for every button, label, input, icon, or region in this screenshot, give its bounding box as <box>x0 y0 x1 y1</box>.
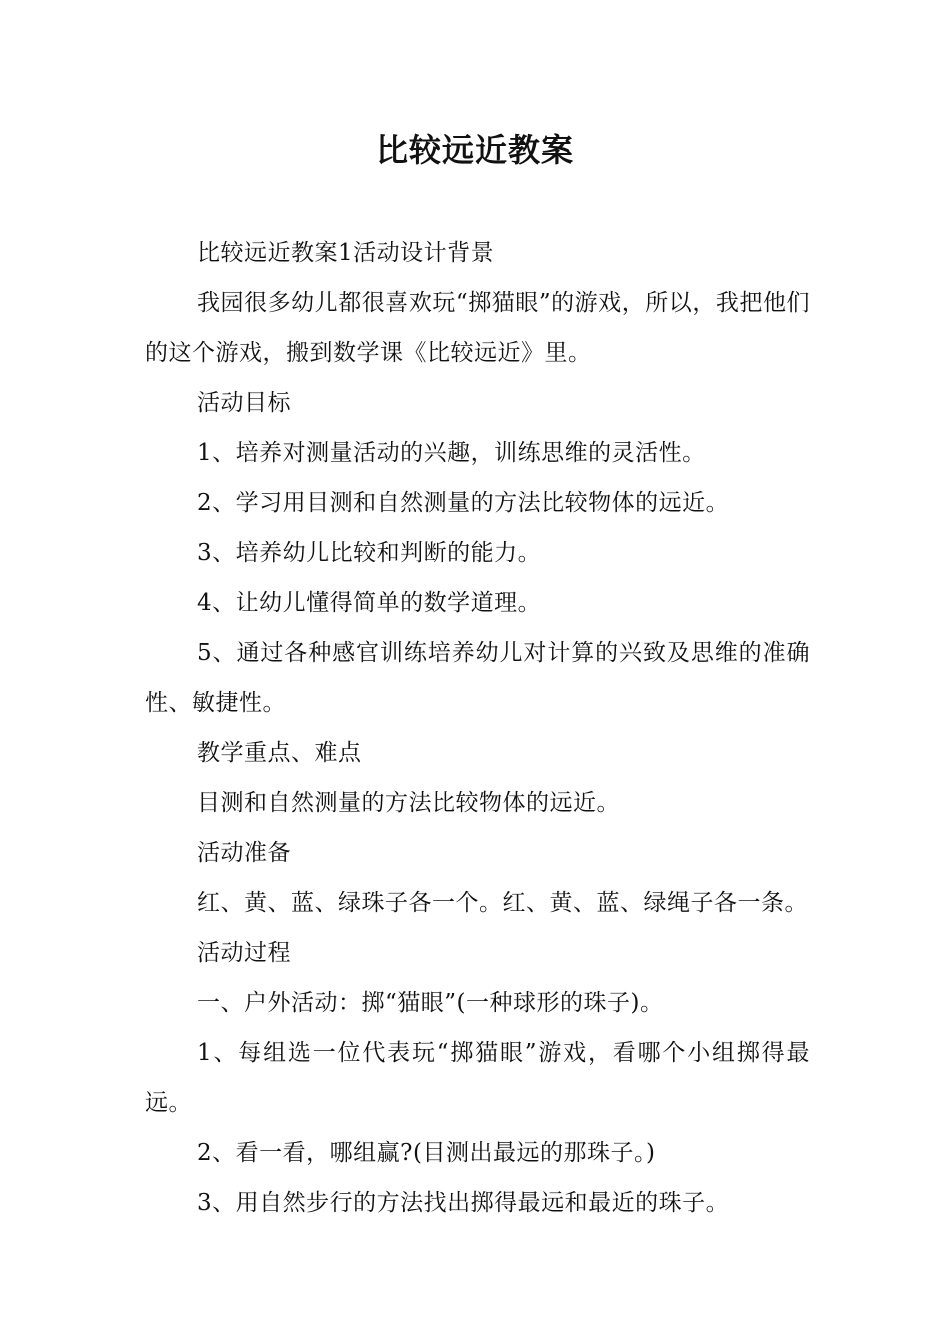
preparation-text: 红、黄、蓝、绿珠子各一个。红、黄、蓝、绿绳子各一条。 <box>197 890 808 916</box>
document-title: 比较远近教案 <box>375 131 574 169</box>
goal-item-5: 5、通过各种感官训练培养幼儿对计算的兴致及思维的准确性、敏捷性。 <box>145 640 810 716</box>
section-heading-preparation: 活动准备 <box>197 840 291 866</box>
process-item-2: 2、看一看，哪组赢?(目测出最远的那珠子。) <box>197 1140 656 1166</box>
paragraph-background: 我园很多幼儿都很喜欢玩“掷猫眼”的游戏，所以，我把他们的这个游戏，搬到数学课《比较远近》里。 <box>145 290 810 366</box>
document-body <box>145 228 810 1228</box>
goal-item-2: 2、学习用目测和自然测量的方法比较物体的远近。 <box>197 490 730 516</box>
goal-item-3: 3、培养幼儿比较和判断的能力。 <box>197 540 542 566</box>
section-heading-process: 活动过程 <box>197 940 291 966</box>
section-heading-goals: 活动目标 <box>197 390 291 416</box>
process-item-1: 1、每组选一位代表玩“掷猫眼”游戏，看哪个小组掷得最远。 <box>145 1040 810 1116</box>
goal-item-1: 1、培养对测量活动的兴趣，训练思维的灵活性。 <box>197 440 706 466</box>
process-step-outdoor: 一、户外活动：掷“猫眼”(一种球形的珠子)。 <box>197 990 664 1016</box>
process-item-3: 3、用自然步行的方法找出掷得最远和最近的珠子。 <box>197 1190 730 1216</box>
goal-item-4: 4、让幼儿懂得简单的数学道理。 <box>197 590 542 616</box>
section-heading-background: 比较远近教案1活动设计背景 <box>197 240 495 266</box>
section-heading-key-points: 教学重点、难点 <box>197 740 362 766</box>
key-points-text: 目测和自然测量的方法比较物体的远近。 <box>197 790 620 816</box>
